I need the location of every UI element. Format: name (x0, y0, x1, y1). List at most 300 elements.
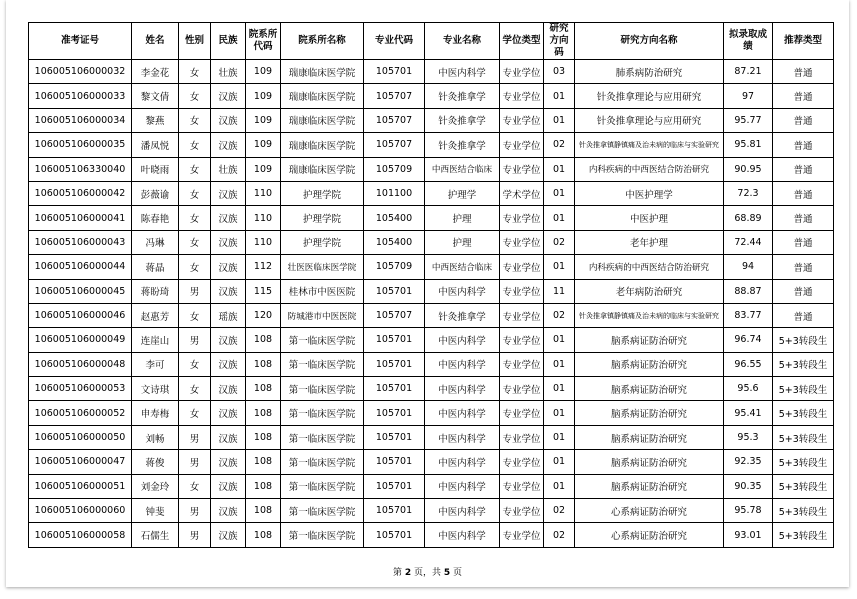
cell-score: 95.6 (724, 377, 773, 401)
cell-score: 95.3 (724, 425, 773, 449)
cell-dept-code: 108 (246, 474, 281, 498)
cell-recommend-type: 5+3转段生 (773, 352, 834, 376)
cell-major-code: 105701 (364, 401, 425, 425)
cell-ethnicity: 汉族 (211, 279, 246, 303)
cell-name: 黎文倩 (132, 84, 179, 108)
cell-direction-code: 02 (544, 523, 575, 547)
cell-major-name: 中医内科学 (425, 474, 500, 498)
table-row (29, 230, 834, 254)
cell-exam-id: 106005106000042 (29, 181, 132, 205)
cell-dept-name: 护理学院 (281, 181, 364, 205)
cell-degree-type: 专业学位 (500, 425, 544, 449)
cell-direction-code: 02 (544, 303, 575, 327)
cell-direction-code: 01 (544, 84, 575, 108)
cell-direction-name: 脑系病证防治研究 (575, 328, 724, 352)
cell-direction-name: 脑系病证防治研究 (575, 377, 724, 401)
cell-dept-code: 108 (246, 401, 281, 425)
header-direction-name: 研究方向名称 (575, 23, 724, 60)
cell-score: 96.74 (724, 328, 773, 352)
cell-recommend-type: 普通 (773, 255, 834, 279)
cell-major-name: 中医内科学 (425, 523, 500, 547)
cell-dept-name: 第一临床医学院 (281, 499, 364, 523)
cell-exam-id: 106005106000048 (29, 352, 132, 376)
cell-degree-type: 专业学位 (500, 60, 544, 84)
cell-dept-name: 第一临床医学院 (281, 425, 364, 449)
cell-name: 李金花 (132, 60, 179, 84)
cell-name: 赵惠芳 (132, 303, 179, 327)
cell-major-name: 中西医结合临床 (425, 255, 500, 279)
cell-major-name: 中医内科学 (425, 499, 500, 523)
cell-dept-name: 第一临床医学院 (281, 377, 364, 401)
cell-degree-type: 专业学位 (500, 401, 544, 425)
cell-ethnicity: 汉族 (211, 401, 246, 425)
cell-direction-code: 03 (544, 60, 575, 84)
cell-score: 92.35 (724, 450, 773, 474)
cell-ethnicity: 汉族 (211, 181, 246, 205)
cell-direction-name: 脑系病证防治研究 (575, 352, 724, 376)
cell-degree-type: 专业学位 (500, 206, 544, 230)
table-row (29, 474, 834, 498)
cell-gender: 女 (179, 474, 211, 498)
cell-ethnicity: 瑶族 (211, 303, 246, 327)
table-row (29, 352, 834, 376)
table-row (29, 255, 834, 279)
cell-major-name: 针灸推拿学 (425, 133, 500, 157)
cell-major-code: 105707 (364, 133, 425, 157)
header-score: 拟录取成绩 (724, 23, 773, 60)
document-page (6, 0, 849, 587)
footer-prefix: 第 (392, 568, 405, 578)
cell-direction-code: 01 (544, 255, 575, 279)
cell-degree-type: 专业学位 (500, 108, 544, 132)
cell-degree-type: 专业学位 (500, 84, 544, 108)
cell-score: 95.78 (724, 499, 773, 523)
cell-exam-id: 106005106000043 (29, 230, 132, 254)
footer-page-total: 5 (443, 568, 451, 578)
cell-name: 蒋晶 (132, 255, 179, 279)
table-row (29, 181, 834, 205)
cell-direction-name: 中医护理 (575, 206, 724, 230)
cell-score: 68.89 (724, 206, 773, 230)
cell-exam-id: 106005106000041 (29, 206, 132, 230)
cell-score: 95.77 (724, 108, 773, 132)
page-footer (6, 565, 849, 578)
table-row (29, 133, 834, 157)
cell-direction-name: 老年护理 (575, 230, 724, 254)
cell-recommend-type: 5+3转段生 (773, 401, 834, 425)
cell-recommend-type: 普通 (773, 181, 834, 205)
header-gender: 性别 (179, 23, 211, 60)
cell-direction-name: 针灸推拿镇静镇痛及治未病的临床与实验研究 (575, 133, 724, 157)
cell-major-name: 针灸推拿学 (425, 84, 500, 108)
cell-direction-name: 内科疾病的中西医结合防治研究 (575, 157, 724, 181)
cell-major-name: 中医内科学 (425, 450, 500, 474)
cell-dept-name: 第一临床医学院 (281, 474, 364, 498)
cell-exam-id: 106005106000035 (29, 133, 132, 157)
cell-name: 钟斐 (132, 499, 179, 523)
cell-name: 石儒生 (132, 523, 179, 547)
cell-exam-id: 106005106000034 (29, 108, 132, 132)
cell-recommend-type: 5+3转段生 (773, 425, 834, 449)
cell-major-code: 105701 (364, 499, 425, 523)
cell-recommend-type: 普通 (773, 60, 834, 84)
cell-score: 87.21 (724, 60, 773, 84)
cell-direction-code: 01 (544, 425, 575, 449)
cell-name: 潘凤悦 (132, 133, 179, 157)
cell-recommend-type: 普通 (773, 230, 834, 254)
cell-ethnicity: 壮族 (211, 157, 246, 181)
cell-direction-code: 01 (544, 450, 575, 474)
cell-direction-name: 脑系病证防治研究 (575, 450, 724, 474)
cell-dept-code: 109 (246, 84, 281, 108)
cell-major-code: 105701 (364, 523, 425, 547)
cell-score: 94 (724, 255, 773, 279)
cell-major-code: 105701 (364, 279, 425, 303)
cell-gender: 女 (179, 352, 211, 376)
cell-name: 彭薇谕 (132, 181, 179, 205)
cell-direction-name: 心系病证防治研究 (575, 499, 724, 523)
table-row (29, 206, 834, 230)
cell-dept-code: 108 (246, 352, 281, 376)
cell-dept-code: 108 (246, 523, 281, 547)
footer-middle: 页，共 (411, 568, 444, 578)
table-row (29, 60, 834, 84)
cell-ethnicity: 汉族 (211, 230, 246, 254)
cell-exam-id: 106005106000044 (29, 255, 132, 279)
cell-name: 蒋盼琦 (132, 279, 179, 303)
cell-dept-code: 108 (246, 450, 281, 474)
cell-dept-code: 110 (246, 181, 281, 205)
cell-ethnicity: 汉族 (211, 523, 246, 547)
cell-major-name: 中医内科学 (425, 328, 500, 352)
cell-degree-type: 专业学位 (500, 157, 544, 181)
cell-name: 申寿梅 (132, 401, 179, 425)
cell-exam-id: 106005106000058 (29, 523, 132, 547)
cell-dept-name: 瑞康临床医学院 (281, 108, 364, 132)
cell-dept-name: 瑞康临床医学院 (281, 157, 364, 181)
cell-dept-name: 护理学院 (281, 230, 364, 254)
footer-page-number: 2 (404, 568, 412, 578)
table-body (29, 60, 834, 548)
cell-dept-code: 110 (246, 230, 281, 254)
cell-exam-id: 106005106000053 (29, 377, 132, 401)
cell-recommend-type: 5+3转段生 (773, 499, 834, 523)
header-major-name: 专业名称 (425, 23, 500, 60)
cell-recommend-type: 普通 (773, 303, 834, 327)
cell-ethnicity: 汉族 (211, 450, 246, 474)
cell-major-code: 105701 (364, 425, 425, 449)
cell-major-name: 针灸推拿学 (425, 303, 500, 327)
cell-gender: 男 (179, 499, 211, 523)
cell-gender: 女 (179, 401, 211, 425)
cell-major-code: 101100 (364, 181, 425, 205)
cell-ethnicity: 汉族 (211, 425, 246, 449)
cell-direction-code: 01 (544, 181, 575, 205)
cell-name: 叶晓雨 (132, 157, 179, 181)
cell-dept-code: 109 (246, 60, 281, 84)
cell-score: 72.44 (724, 230, 773, 254)
cell-dept-code: 108 (246, 425, 281, 449)
cell-degree-type: 专业学位 (500, 255, 544, 279)
cell-score: 90.95 (724, 157, 773, 181)
table-row (29, 279, 834, 303)
cell-direction-code: 01 (544, 401, 575, 425)
table-row (29, 303, 834, 327)
cell-degree-type: 专业学位 (500, 303, 544, 327)
cell-major-code: 105707 (364, 108, 425, 132)
footer-suffix: 页 (450, 568, 462, 578)
cell-ethnicity: 壮族 (211, 60, 246, 84)
cell-dept-code: 109 (246, 108, 281, 132)
cell-direction-name: 针灸推拿镇静镇痛及治未病的临床与实验研究 (575, 303, 724, 327)
cell-degree-type: 专业学位 (500, 499, 544, 523)
cell-dept-name: 瑞康临床医学院 (281, 60, 364, 84)
cell-gender: 女 (179, 60, 211, 84)
cell-exam-id: 106005106000033 (29, 84, 132, 108)
cell-ethnicity: 汉族 (211, 108, 246, 132)
cell-exam-id: 106005106000050 (29, 425, 132, 449)
cell-major-code: 105400 (364, 230, 425, 254)
cell-score: 95.41 (724, 401, 773, 425)
cell-dept-name: 第一临床医学院 (281, 401, 364, 425)
cell-dept-code: 110 (246, 206, 281, 230)
cell-major-code: 105701 (364, 450, 425, 474)
cell-major-code: 105701 (364, 328, 425, 352)
cell-degree-type: 专业学位 (500, 133, 544, 157)
cell-major-name: 护理学 (425, 181, 500, 205)
cell-dept-name: 壮医医临床医学院 (281, 255, 364, 279)
cell-name: 刘畅 (132, 425, 179, 449)
cell-direction-code: 01 (544, 328, 575, 352)
cell-name: 李可 (132, 352, 179, 376)
cell-exam-id: 106005106000049 (29, 328, 132, 352)
cell-dept-name: 瑞康临床医学院 (281, 133, 364, 157)
cell-dept-name: 瑞康临床医学院 (281, 84, 364, 108)
cell-direction-code: 01 (544, 206, 575, 230)
header-major-code: 专业代码 (364, 23, 425, 60)
cell-gender: 女 (179, 133, 211, 157)
cell-recommend-type: 普通 (773, 108, 834, 132)
cell-major-code: 105400 (364, 206, 425, 230)
cell-recommend-type: 5+3转段生 (773, 474, 834, 498)
cell-dept-code: 108 (246, 377, 281, 401)
cell-direction-name: 内科疾病的中西医结合防治研究 (575, 255, 724, 279)
header-dept-name: 院系所名称 (281, 23, 364, 60)
cell-exam-id: 106005106000052 (29, 401, 132, 425)
cell-major-code: 105701 (364, 377, 425, 401)
cell-direction-name: 针灸推拿理论与应用研究 (575, 108, 724, 132)
cell-name: 连崖山 (132, 328, 179, 352)
cell-degree-type: 专业学位 (500, 377, 544, 401)
table-row (29, 377, 834, 401)
cell-recommend-type: 普通 (773, 133, 834, 157)
cell-dept-code: 109 (246, 133, 281, 157)
cell-gender: 男 (179, 279, 211, 303)
cell-score: 88.87 (724, 279, 773, 303)
cell-gender: 女 (179, 84, 211, 108)
cell-recommend-type: 5+3转段生 (773, 377, 834, 401)
cell-name: 陈春艳 (132, 206, 179, 230)
cell-name: 文诗琪 (132, 377, 179, 401)
cell-gender: 女 (179, 157, 211, 181)
table-row (29, 84, 834, 108)
cell-gender: 女 (179, 206, 211, 230)
cell-dept-name: 第一临床医学院 (281, 328, 364, 352)
cell-exam-id: 106005106000032 (29, 60, 132, 84)
cell-dept-name: 第一临床医学院 (281, 523, 364, 547)
table-row (29, 450, 834, 474)
cell-dept-code: 108 (246, 328, 281, 352)
cell-dept-code: 108 (246, 499, 281, 523)
cell-degree-type: 学术学位 (500, 181, 544, 205)
cell-major-name: 中医内科学 (425, 352, 500, 376)
cell-direction-name: 针灸推拿理论与应用研究 (575, 84, 724, 108)
table-row (29, 523, 834, 547)
table-row (29, 108, 834, 132)
cell-degree-type: 专业学位 (500, 450, 544, 474)
cell-direction-code: 01 (544, 474, 575, 498)
cell-dept-code: 109 (246, 157, 281, 181)
cell-degree-type: 专业学位 (500, 474, 544, 498)
cell-direction-name: 中医护理学 (575, 181, 724, 205)
cell-ethnicity: 汉族 (211, 328, 246, 352)
cell-direction-code: 11 (544, 279, 575, 303)
cell-major-code: 105709 (364, 157, 425, 181)
cell-gender: 女 (179, 377, 211, 401)
cell-ethnicity: 汉族 (211, 84, 246, 108)
cell-recommend-type: 普通 (773, 279, 834, 303)
table-row (29, 157, 834, 181)
cell-ethnicity: 汉族 (211, 474, 246, 498)
cell-exam-id: 106005106330040 (29, 157, 132, 181)
cell-exam-id: 106005106000045 (29, 279, 132, 303)
cell-name: 黎燕 (132, 108, 179, 132)
cell-degree-type: 专业学位 (500, 523, 544, 547)
cell-recommend-type: 5+3转段生 (773, 523, 834, 547)
cell-name: 冯琳 (132, 230, 179, 254)
cell-ethnicity: 汉族 (211, 352, 246, 376)
cell-gender: 男 (179, 450, 211, 474)
cell-gender: 女 (179, 303, 211, 327)
cell-major-name: 中医内科学 (425, 401, 500, 425)
header-exam-id: 准考证号 (29, 23, 132, 60)
cell-direction-code: 02 (544, 499, 575, 523)
cell-major-code: 105709 (364, 255, 425, 279)
cell-major-code: 105701 (364, 60, 425, 84)
cell-direction-code: 01 (544, 108, 575, 132)
cell-direction-code: 02 (544, 133, 575, 157)
cell-major-name: 中医内科学 (425, 377, 500, 401)
cell-degree-type: 专业学位 (500, 279, 544, 303)
table-row (29, 328, 834, 352)
cell-major-name: 中医内科学 (425, 279, 500, 303)
table-row (29, 425, 834, 449)
cell-score: 96.55 (724, 352, 773, 376)
cell-major-name: 中西医结合临床 (425, 157, 500, 181)
header-ethnicity: 民族 (211, 23, 246, 60)
cell-major-code: 105701 (364, 474, 425, 498)
cell-gender: 男 (179, 425, 211, 449)
cell-score: 95.81 (724, 133, 773, 157)
cell-direction-code: 01 (544, 352, 575, 376)
cell-exam-id: 106005106000060 (29, 499, 132, 523)
cell-ethnicity: 汉族 (211, 133, 246, 157)
cell-gender: 女 (179, 255, 211, 279)
cell-major-code: 105701 (364, 352, 425, 376)
cell-direction-name: 肺系病防治研究 (575, 60, 724, 84)
header-degree-type: 学位类型 (500, 23, 544, 60)
cell-direction-code: 02 (544, 230, 575, 254)
cell-score: 90.35 (724, 474, 773, 498)
cell-direction-code: 01 (544, 157, 575, 181)
header-name: 姓名 (132, 23, 179, 60)
cell-dept-name: 防城港市中医医院 (281, 303, 364, 327)
cell-major-name: 中医内科学 (425, 60, 500, 84)
cell-degree-type: 专业学位 (500, 352, 544, 376)
cell-gender: 女 (179, 181, 211, 205)
cell-dept-name: 第一临床医学院 (281, 352, 364, 376)
cell-direction-name: 脑系病证防治研究 (575, 401, 724, 425)
cell-recommend-type: 5+3转段生 (773, 328, 834, 352)
cell-recommend-type: 普通 (773, 84, 834, 108)
cell-major-code: 105707 (364, 303, 425, 327)
header-dept-code: 院系所代码 (246, 23, 281, 60)
cell-dept-name: 第一临床医学院 (281, 450, 364, 474)
cell-gender: 男 (179, 523, 211, 547)
header-direction-code: 研究方向码 (544, 23, 575, 60)
cell-direction-name: 脑系病证防治研究 (575, 474, 724, 498)
cell-major-name: 护理 (425, 230, 500, 254)
cell-dept-code: 115 (246, 279, 281, 303)
cell-score: 83.77 (724, 303, 773, 327)
cell-ethnicity: 汉族 (211, 255, 246, 279)
cell-gender: 男 (179, 328, 211, 352)
cell-recommend-type: 普通 (773, 206, 834, 230)
cell-dept-code: 120 (246, 303, 281, 327)
cell-score: 93.01 (724, 523, 773, 547)
cell-recommend-type: 普通 (773, 157, 834, 181)
cell-major-code: 105707 (364, 84, 425, 108)
cell-degree-type: 专业学位 (500, 230, 544, 254)
cell-direction-code: 01 (544, 377, 575, 401)
cell-ethnicity: 汉族 (211, 499, 246, 523)
cell-ethnicity: 汉族 (211, 377, 246, 401)
cell-score: 97 (724, 84, 773, 108)
cell-direction-name: 心系病证防治研究 (575, 523, 724, 547)
cell-direction-name: 老年病防治研究 (575, 279, 724, 303)
cell-name: 蒋俊 (132, 450, 179, 474)
table-row (29, 499, 834, 523)
admission-table (28, 22, 834, 548)
cell-major-name: 护理 (425, 206, 500, 230)
cell-ethnicity: 汉族 (211, 206, 246, 230)
cell-dept-code: 112 (246, 255, 281, 279)
cell-degree-type: 专业学位 (500, 328, 544, 352)
header-recommend-type: 推荐类型 (773, 23, 834, 60)
cell-gender: 女 (179, 108, 211, 132)
cell-gender: 女 (179, 230, 211, 254)
cell-exam-id: 106005106000047 (29, 450, 132, 474)
cell-dept-name: 护理学院 (281, 206, 364, 230)
cell-name: 刘金玲 (132, 474, 179, 498)
cell-score: 72.3 (724, 181, 773, 205)
cell-direction-name: 脑系病证防治研究 (575, 425, 724, 449)
cell-dept-name: 桂林市中医医院 (281, 279, 364, 303)
cell-major-name: 针灸推拿学 (425, 108, 500, 132)
cell-exam-id: 106005106000051 (29, 474, 132, 498)
table-row (29, 401, 834, 425)
cell-exam-id: 106005106000046 (29, 303, 132, 327)
